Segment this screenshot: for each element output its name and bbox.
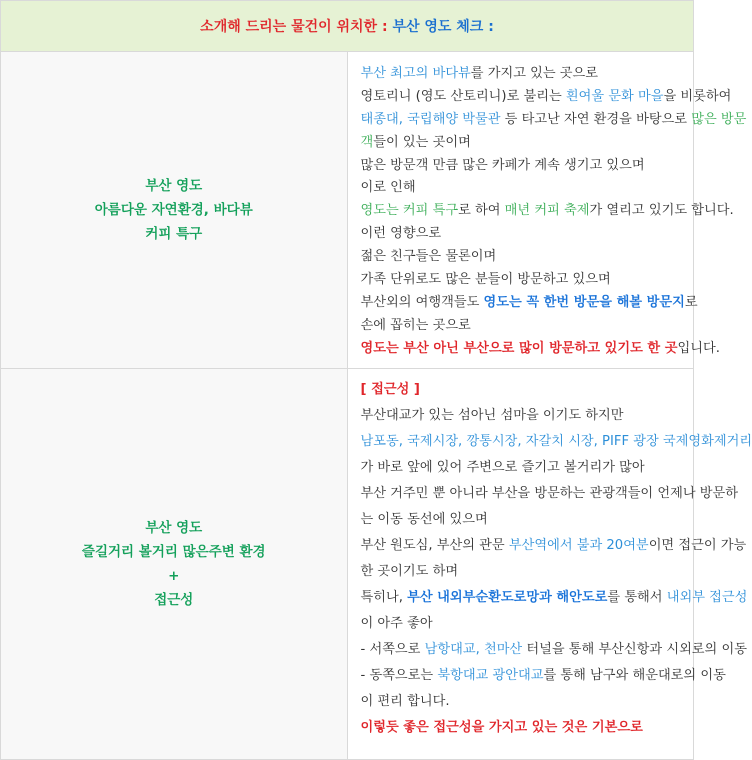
text-line [361, 533, 694, 559]
section1-label-line: 부산 영도 [1, 174, 347, 198]
text-segment: 이 아주 좋아 [361, 616, 433, 631]
text-segment: 이런 영향으로 [361, 226, 442, 241]
text-line [361, 507, 694, 533]
section1-lines [361, 52, 694, 361]
text-line [361, 377, 694, 403]
text-segment: 매년 커피 축제 [505, 203, 590, 218]
text-segment: - 동쪽으로는 [361, 668, 438, 683]
text-segment: 영도는 커피 특구 [361, 203, 459, 218]
text-line [361, 63, 694, 86]
text-segment: 영도는 부산 아닌 부산으로 많이 방문하고 있기도 한 곳 [361, 341, 678, 356]
text-segment: 부산 내외부순환도로망과 해안도로 [407, 590, 607, 605]
text-segment: 객 [361, 135, 374, 150]
section2-label-line: + [1, 564, 347, 588]
text-line [361, 559, 694, 585]
text-line [361, 155, 694, 178]
section2-label-cell [1, 369, 348, 760]
text-segment: 입니다. [678, 341, 720, 356]
text-line [361, 611, 694, 637]
text-segment: 를 가지고 있는 곳으로 [471, 66, 598, 81]
header-highlight: 부산 영도 체크 : [392, 19, 493, 35]
text-line [361, 689, 694, 715]
text-segment: 이로 인해 [361, 180, 416, 195]
text-line [361, 246, 694, 269]
section1-label-line: 아름다운 자연환경, 바다뷰 [1, 198, 347, 222]
text-segment: 등 타고난 자연 환경을 바탕으로 [500, 112, 691, 127]
text-line [361, 585, 694, 611]
text-segment: 가 열리고 있기도 합니다. [590, 203, 734, 218]
text-segment: 손에 꼽히는 곳으로 [361, 318, 471, 333]
text-line [361, 715, 694, 741]
text-segment: 로 하여 [458, 203, 505, 218]
text-segment: 는 이동 동선에 있으며 [361, 512, 488, 527]
table-header [1, 1, 694, 52]
text-segment: 영토리니 (영도 산토리니)로 불리는 [361, 89, 566, 104]
text-line [361, 338, 694, 361]
text-segment: 태종대, 국립해양 박물관 [361, 112, 501, 127]
text-line [361, 269, 694, 292]
text-line [361, 455, 694, 481]
text-segment: 이면 접근이 가능 [649, 538, 747, 553]
text-line [361, 429, 694, 455]
text-segment: 들이 있는 곳이며 [373, 135, 471, 150]
text-segment: 터널을 통해 부산신항과 시외로의 이동 [522, 642, 747, 657]
text-line [361, 315, 694, 338]
text-segment: 부산대교가 있는 섬아닌 섬마을 이기도 하지만 [361, 408, 624, 423]
text-line [361, 223, 694, 246]
text-segment: 특히나, [361, 590, 408, 605]
text-line [361, 86, 694, 109]
text-line [361, 109, 694, 132]
text-segment: [ 접근성 ] [361, 382, 420, 397]
text-segment: 가 바로 앞에 있어 주변으로 즐기고 볼거리가 많아 [361, 460, 645, 475]
text-segment: 로 [685, 295, 698, 310]
section2-label-line: 접근성 [1, 588, 347, 612]
text-segment: 부산역에서 불과 20여분 [509, 538, 649, 553]
header-prefix: 소개해 드리는 물건이 위치한 : [200, 19, 392, 35]
section1-label-cell [1, 52, 348, 369]
text-line [361, 637, 694, 663]
text-segment: 이렇듯 좋은 접근성을 가지고 있는 것은 기본으로 [361, 720, 643, 735]
text-segment: 영도는 꼭 한번 방문을 해볼 방문지 [484, 295, 685, 310]
text-segment: 내외부 접근성 [667, 590, 748, 605]
text-segment: 이 편리 합니다. [361, 694, 450, 709]
section1-content-cell [347, 52, 694, 369]
section2-content-cell [347, 369, 694, 760]
text-line [361, 403, 694, 429]
text-segment: 부산 최고의 바다뷰 [361, 66, 471, 81]
text-segment: 남포동, 국제시장, 깡통시장, 자갈치 시장, PIFF 광장 국제영화제거리 [361, 434, 752, 449]
section2-lines [361, 369, 694, 741]
text-segment: 많은 방문객 만큼 많은 카페가 계속 생기고 있으며 [361, 158, 645, 173]
text-segment: - 서쪽으로 [361, 642, 425, 657]
text-line [361, 177, 694, 200]
section2-label-line: 즐길거리 볼거리 많은주변 환경 [1, 540, 347, 564]
text-line [361, 481, 694, 507]
text-segment: 북항대교 광안대교 [437, 668, 543, 683]
text-segment: 부산 원도심, 부산의 관문 [361, 538, 509, 553]
text-line [361, 292, 694, 315]
text-segment: 부산외의 여행객들도 [361, 295, 484, 310]
text-segment: 을 비롯하여 [663, 89, 731, 104]
text-segment: 를 통해 남구와 해운대로의 이동 [543, 668, 725, 683]
section2-label-line: 부산 영도 [1, 516, 347, 540]
text-segment: 많은 방문 [691, 112, 746, 127]
text-segment: 젊은 친구들은 물론이며 [361, 249, 497, 264]
text-line [361, 200, 694, 223]
text-segment: 흰여울 문화 마을 [566, 89, 664, 104]
text-segment: 부산 거주민 뿐 아니라 부산을 방문하는 관광객들이 언제나 방문하 [361, 486, 739, 501]
text-segment: 가족 단위로도 많은 분들이 방문하고 있으며 [361, 272, 611, 287]
section1-label-line: 커피 특구 [1, 222, 347, 246]
text-segment: 한 곳이기도 하며 [361, 564, 459, 579]
text-line [361, 132, 694, 155]
text-line [361, 663, 694, 689]
text-segment: 남항대교, 천마산 [425, 642, 523, 657]
text-segment: 를 통해서 [607, 590, 666, 605]
